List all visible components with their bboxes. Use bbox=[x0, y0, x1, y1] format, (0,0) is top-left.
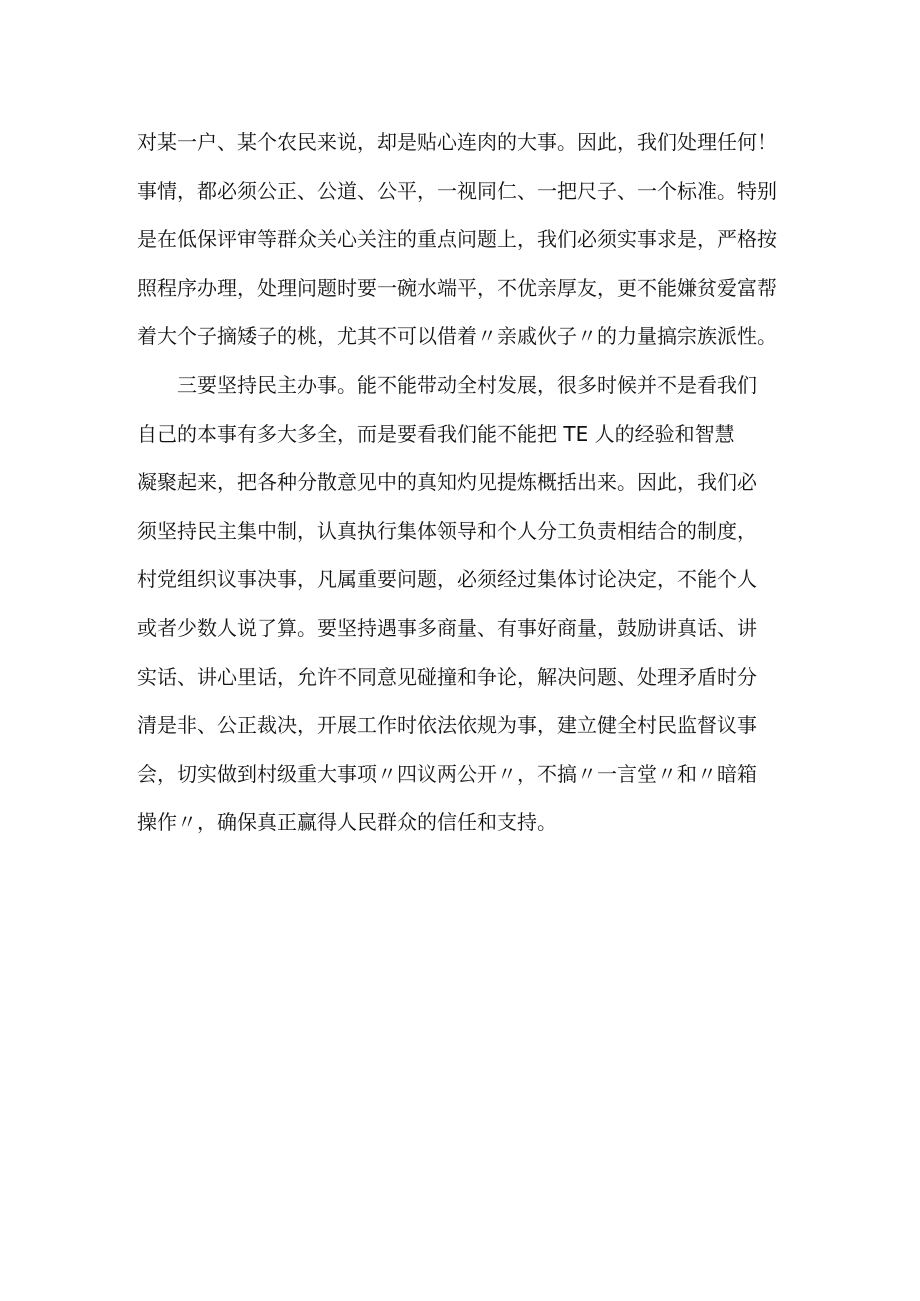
text-line: 照程序办理，处理问题时要一碗水端平，不优亲厚友，更不能嫌贫爱富帮 bbox=[137, 275, 777, 300]
text-line: 操作〃，确保真正赢得人民群众的信任和支持。 bbox=[137, 810, 557, 835]
text-line: 凝聚起来，把各种分散意见中的真知灼见提炼概括出来。因此，我们必 bbox=[137, 470, 757, 495]
body-text bbox=[137, 118, 797, 847]
text-line: 三要坚持民主办事。能不能带动全村发展，很多时候并不是看我们 bbox=[177, 372, 757, 397]
text-line: 清是非、公正裁决，开展工作时依法依规为事，建立健全村民监督议事 bbox=[137, 713, 757, 738]
text-line: 自己的本事有多大多全，而是要看我们能不能把 TE 人的经验和智慧 bbox=[137, 421, 735, 446]
text-line: 村党组织议事决事，凡属重要问题，必须经过集体讨论决定，不能个人 bbox=[137, 567, 757, 592]
text-line: 会，切实做到村级重大事项〃四议两公开〃，不搞〃一言堂〃和〃暗箱 bbox=[137, 761, 757, 786]
text-line: 是在低保评审等群众关心关注的重点问题上，我们必须实事求是，严格按 bbox=[137, 227, 777, 252]
text-line: 事情，都必须公正、公道、公平，一视同仁、一把尺子、一个标准。特别 bbox=[137, 178, 777, 203]
text-line: 对某一户、某个农民来说，却是贴心连肉的大事。因此，我们处理任何！ bbox=[137, 130, 777, 154]
text-line: 或者少数人说了算。要坚持遇事多商量、有事好商量，鼓励讲真话、讲 bbox=[137, 615, 757, 640]
text-line: 实话、讲心里话，允许不同意见碰撞和争论，解决问题、处理矛盾时分 bbox=[137, 664, 757, 689]
text-line: 着大个子摘矮子的桃，尤其不可以借着〃亲戚伙子〃的力量搞宗族派性。 bbox=[137, 324, 777, 349]
text-line: 须坚持民主集中制，认真执行集体领导和个人分工负责相结合的制度， bbox=[137, 518, 757, 543]
